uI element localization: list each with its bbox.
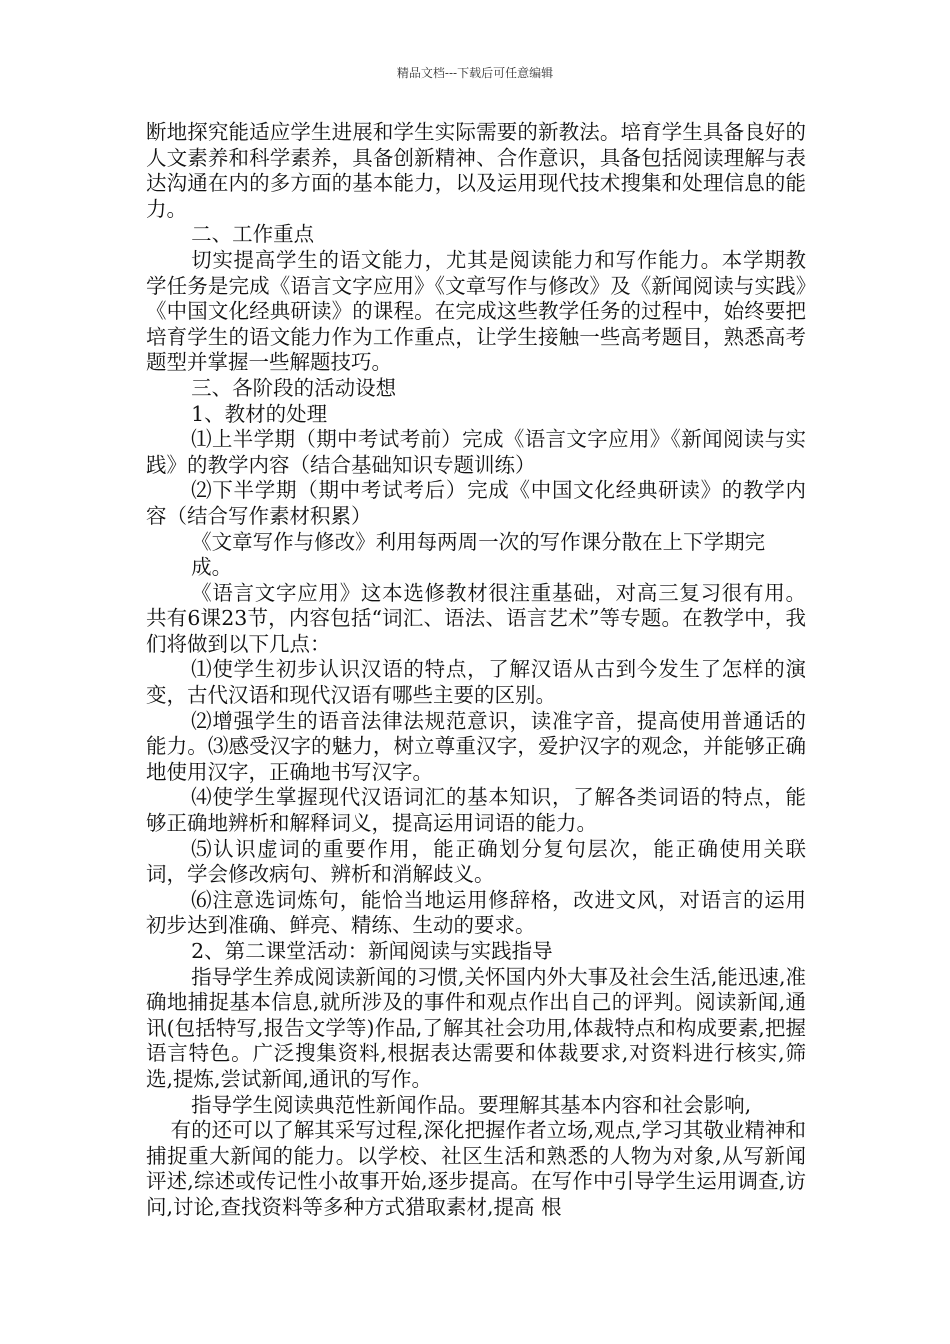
paragraph: ⑵增强学生的语音法律法规范意识，读准字音，提高使用普通话的能力。⑶感受汉字的魅力，树立尊重汉字，爱护汉字的观念，并能够正确地使用汉字，正确地书写汉字。 xyxy=(146,708,806,784)
paragraph: 2、第二课堂活动：新闻阅读与实践指导 xyxy=(191,939,553,963)
paragraph: 三、各阶段的活动设想 xyxy=(191,375,397,400)
paragraph: ⑹注意选词炼句，能恰当地运用修辞格，改进文风，对语言的运用初步达到准确、鲜亮、精练、生动的要求。 xyxy=(146,887,806,938)
paragraph: ⑴上半学期（期中考试考前）完成《语言文字应用》《新闻阅读与实践》的教学内容（结合基础知识专题训练） xyxy=(146,427,806,477)
paragraph: 1、教材的处理 xyxy=(191,401,328,426)
paragraph: 指导学生养成阅读新闻的习惯,关怀国内外大事及社会生活,能迅速,准确地捕捉基本信息,就所涉及的事件和观点作出自己的评判。阅读新闻,通讯(包括特写,报告文学等)作品,了解其社会功用,体裁特点和构成要素,把握语言特色。广泛搜集资料,根据表达需要和体裁要求,对资料进行核实,筛选,提炼,尝试新闻,通讯的写作。 xyxy=(146,964,806,1091)
paragraph: 指导学生阅读典范性新闻作品。要理解其基本内容和社会影响, xyxy=(191,1092,752,1117)
paragraph: ⑴使学生初步认识汉语的特点，了解汉语从古到今发生了怎样的演变，古代汉语和现代汉语有哪些主要的区别。 xyxy=(146,657,806,708)
paragraph: 二、工作重点 xyxy=(191,222,315,247)
paragraph: 《语言文字应用》这本选修教材很注重基础，对高三复习很有用。共有6课23节，内容包括“词汇、语法、语言艺术”等专题。在教学中，我们将做到以下几点： xyxy=(146,580,806,656)
document-body xyxy=(146,120,806,1221)
paragraph: ⑸认识虚词的重要作用，能正确划分复句层次，能正确使用关联词，学会修改病句、辨析和消解歧义。 xyxy=(146,836,806,887)
paragraph: 切实提高学生的语文能力，尤其是阅读能力和写作能力。本学期教学任务是完成《语言文字应用》《文章写作与修改》及《新闻阅读与实践》《中国文化经典研读》的课程。在完成这些教学任务的过程中，始终要把培育学生的语文能力作为工作重点，让学生接触一些高考题目，熟悉高考题型并掌握一些解题技巧。 xyxy=(146,247,806,375)
paragraph: 成。 xyxy=(191,555,233,580)
paragraph: 断地探究能适应学生进展和学生实际需要的新教法。培育学生具备良好的人文素养和科学素养，具备创新精神、合作意识，具备包括阅读理解与表达沟通在内的多方面的基本能力，以及运用现代技术搜集和处理信息的能力。 xyxy=(146,120,806,221)
paragraph: 有的还可以了解其采写过程,深化把握作者立场,观点,学习其敬业精神和捕捉重大新闻的能力。以学校、社区生活和熟悉的人物为对象,从写新闻评述,综述或传记性小故事开始,逐步提高。在写作中引导学生运用调查,访问,讨论,查找资料等多种方式猎取素材,提高 根 xyxy=(146,1118,806,1219)
paragraph: ⑵下半学期（期中考试考后）完成《中国文化经典研读》的教学内容（结合写作素材积累） xyxy=(146,478,806,528)
paragraph: ⑷使学生掌握现代汉语词汇的基本知识，了解各类词语的特点，能够正确地辨析和解释词义，提高运用词语的能力。 xyxy=(146,785,806,836)
page-header: 精品文档---下载后可任意编辑 xyxy=(396,66,554,80)
paragraph: 《文章写作与修改》利用每两周一次的写作课分散在上下学期完 xyxy=(191,529,766,554)
